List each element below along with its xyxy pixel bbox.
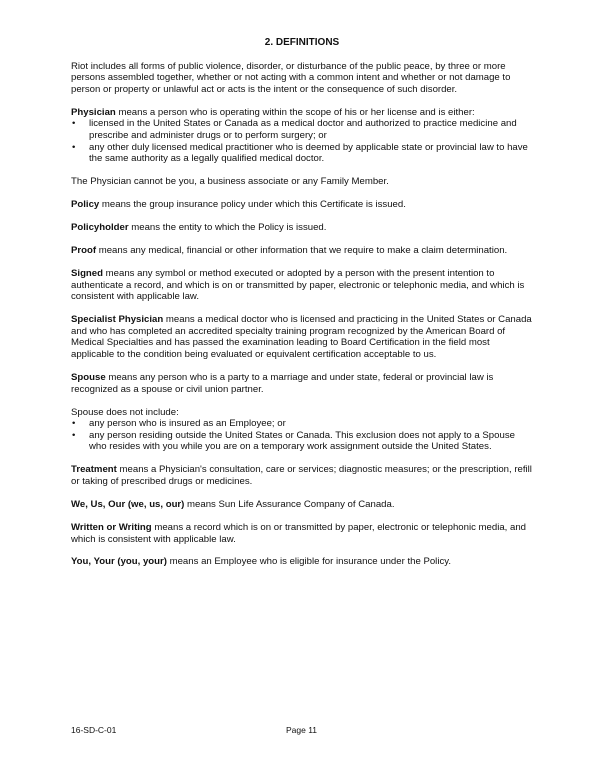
- physician-bullet-list: [71, 118, 533, 164]
- definition-proof: Proof means any medical, financial or other information that we require to make a claim determination.: [71, 245, 508, 257]
- definition-policy: Policy means the group insurance policy under which this Certificate is issued.: [71, 199, 406, 211]
- definition-riot: Riot includes all forms of public violence, disorder, or disturbance of the public peace, by three or more persons assembled together, whether or not acting with a common intent and whether or not damage to person or property or unlawful act or acts is the intent or the consequence of such disorder.: [71, 60, 511, 95]
- term: Physician: [71, 106, 116, 118]
- list-item: • licensed in the United States or Canada as a medical doctor and authorized to practice medicine and prescribe and administer drugs or to perform surgery; or: [72, 118, 517, 141]
- bullet-icon: •: [72, 429, 76, 441]
- definition-treatment: Treatment means a Physician's consultation, care or services; diagnostic measures; or the prescription, refill or taking of prescribed drugs or medicines.: [71, 464, 532, 487]
- definition-spouse: Spouse means any person who is a party to a marriage and under state, federal or provincial law is recognized as a spouse or civil union partner.: [71, 372, 494, 395]
- definition-written: Written or Writing means a record which is on or transmitted by paper, electronic or telephonic media, and which is consistent with applicable law.: [71, 521, 527, 545]
- definition-physician: Physician means a person who is operating within the scope of his or her license and is either:: [71, 106, 475, 118]
- list-item: • any other duly licensed medical practitioner who is deemed by applicable state or provincial law to have the same authority as a legally qualified medical doctor.: [72, 141, 528, 165]
- bullet-icon: •: [72, 141, 76, 153]
- section-title: 2. DEFINITIONS: [264, 37, 340, 48]
- list-item: • any person residing outside the United States or Canada. This exclusion does not apply to a Spouse who resides with you while you are on a temporary work assignment outside the United States.: [72, 429, 515, 453]
- definition-you: You, Your (you, your) means an Employee who is eligible for insurance under the Policy.: [71, 556, 451, 568]
- bullet-icon: •: [72, 418, 76, 430]
- document-page: [71, 37, 533, 579]
- definition-signed: Signed means any symbol or method executed or adopted by a person with the present intention to authenticate a record, and which is on or transmitted by paper, electronic or telephonic media, and which is consistent with applicable law.: [71, 268, 525, 303]
- document-code: 16-SD-C-01: [71, 725, 117, 735]
- page-number: Page 11: [286, 725, 318, 735]
- bullet-icon: •: [72, 118, 76, 130]
- spouse-exclusions-list: [71, 418, 533, 453]
- spouse-exclusions-lead: Spouse does not include:: [71, 406, 179, 418]
- definition-we: We, Us, Our (we, us, our) means Sun Life Assurance Company of Canada.: [71, 498, 395, 510]
- list-item: • any person who is insured as an Employee; or: [72, 418, 286, 430]
- physician-note: The Physician cannot be you, a business associate or any Family Member.: [71, 176, 389, 188]
- definition-specialist-physician: Specialist Physician means a medical doctor who is licensed and practicing in the United States or Canada and who has completed an accredited specialty training program recognized by the American Board of Medical Specialties and has passed the examination leading to Board Certification in the field most applicable to the condition being evaluated or equivalent certification acceptable to us.: [71, 314, 532, 361]
- definition-policyholder: Policyholder means the entity to which the Policy is issued.: [71, 222, 327, 234]
